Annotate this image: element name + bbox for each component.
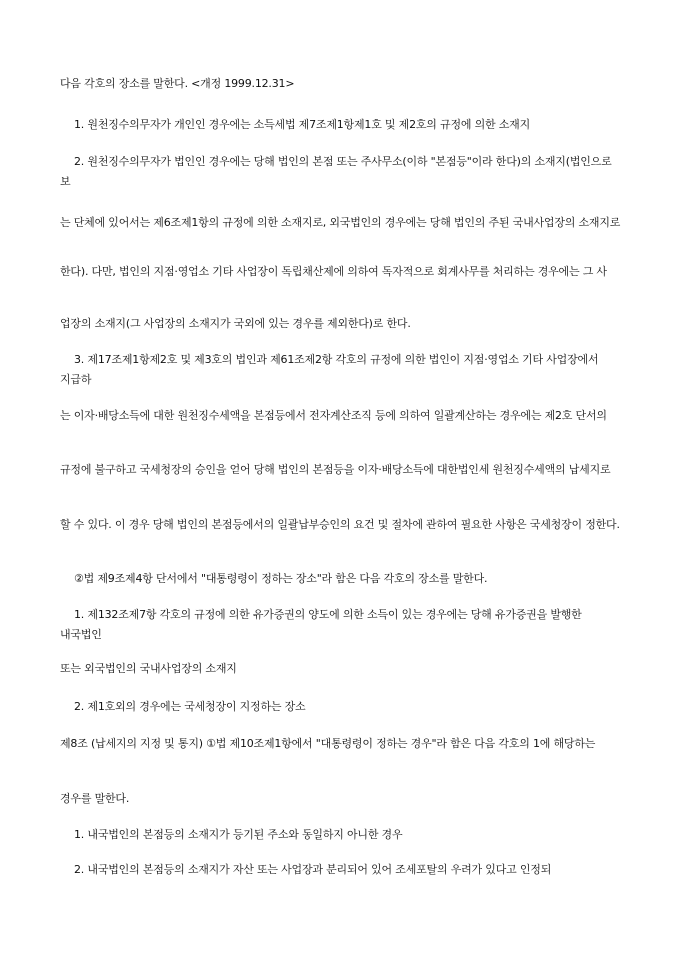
paragraph-clause-2-item-2: 2. 제1호외의 경우에는 국세청장이 지정하는 장소 — [74, 700, 306, 713]
paragraph-item-3: 3. 제17조제1항제2호 및 제3호의 법인과 제61조제2항 각호의 규정에 의한 법인이 지점·영업소 기타 사업장에서 지급하 — [60, 353, 599, 386]
paragraph-item-3-cont-1: 는 이자·배당소득에 대한 원천징수세액을 본점등에서 전자계산조직 등에 의하여 일괄계산하는 경우에는 제2호 단서의 — [60, 409, 607, 422]
paragraph-clause-2-item-1-cont: 또는 외국법인의 국내사업장의 소재지 — [60, 662, 237, 675]
paragraph-item-3-cont-2: 규정에 불구하고 국세청장의 승인을 얻어 당해 법인의 본점등을 이자·배당소득에 대한법인세 원천징수세액의 납세지로 — [60, 463, 611, 476]
paragraph-item-2-cont-2: 한다). 다만, 법인의 지점·영업소 기타 사업장이 독립채산제에 의하여 독자적으로 회계사무를 처리하는 경우에는 그 사 — [60, 265, 607, 278]
paragraph-item-3-cont-3: 할 수 있다. 이 경우 당해 법인의 본점등에서의 일괄납부승인의 요건 및 절차에 관하여 필요한 사항은 국세청장이 정한다. — [60, 518, 620, 531]
paragraph-clause-2: ②법 제9조제4항 단서에서 "대통령령이 정하는 장소"라 함은 다음 각호의 장소를 말한다. — [74, 572, 488, 585]
paragraph-article-8-item-1: 1. 내국법인의 본점등의 소재지가 등기된 주소와 동일하지 아니한 경우 — [74, 828, 403, 841]
paragraph-item-2-cont-1: 는 단체에 있어서는 제6조제1항의 규정에 의한 소재지로, 외국법인의 경우에는 당해 법인의 주된 국내사업장의 소재지로 — [60, 216, 621, 229]
paragraph-article-8-cont: 경우를 말한다. — [60, 792, 130, 805]
paragraph-intro: 다음 각호의 장소를 말한다. <개정 1999.12.31> — [60, 77, 295, 90]
paragraph-article-8: 제8조 (납세지의 지정 및 통지) ①법 제10조제1항에서 "대통령령이 정하는 경우"라 함은 다음 각호의 1에 해당하는 — [60, 737, 596, 750]
paragraph-item-2: 2. 원천징수의무자가 법인인 경우에는 당해 법인의 본점 또는 주사무소(이하 "본점등"이라 한다)의 소재지(법인으로 보 — [60, 155, 612, 188]
paragraph-clause-2-item-1: 1. 제132조제7항 각호의 규정에 의한 유가증권의 양도에 의한 소득이 있는 경우에는 당해 유가증권을 발행한 내국법인 — [60, 608, 582, 641]
paragraph-article-8-item-2: 2. 내국법인의 본점등의 소재지가 자산 또는 사업장과 분리되어 있어 조세포탈의 우려가 있다고 인정되 — [74, 863, 552, 876]
paragraph-item-1: 1. 원천징수의무자가 개인인 경우에는 소득세법 제7조제1항제1호 및 제2호의 규정에 의한 소재지 — [74, 118, 531, 131]
paragraph-item-2-cont-3: 업장의 소재지(그 사업장의 소재지가 국외에 있는 경우를 제외한다)로 한다. — [60, 317, 411, 330]
